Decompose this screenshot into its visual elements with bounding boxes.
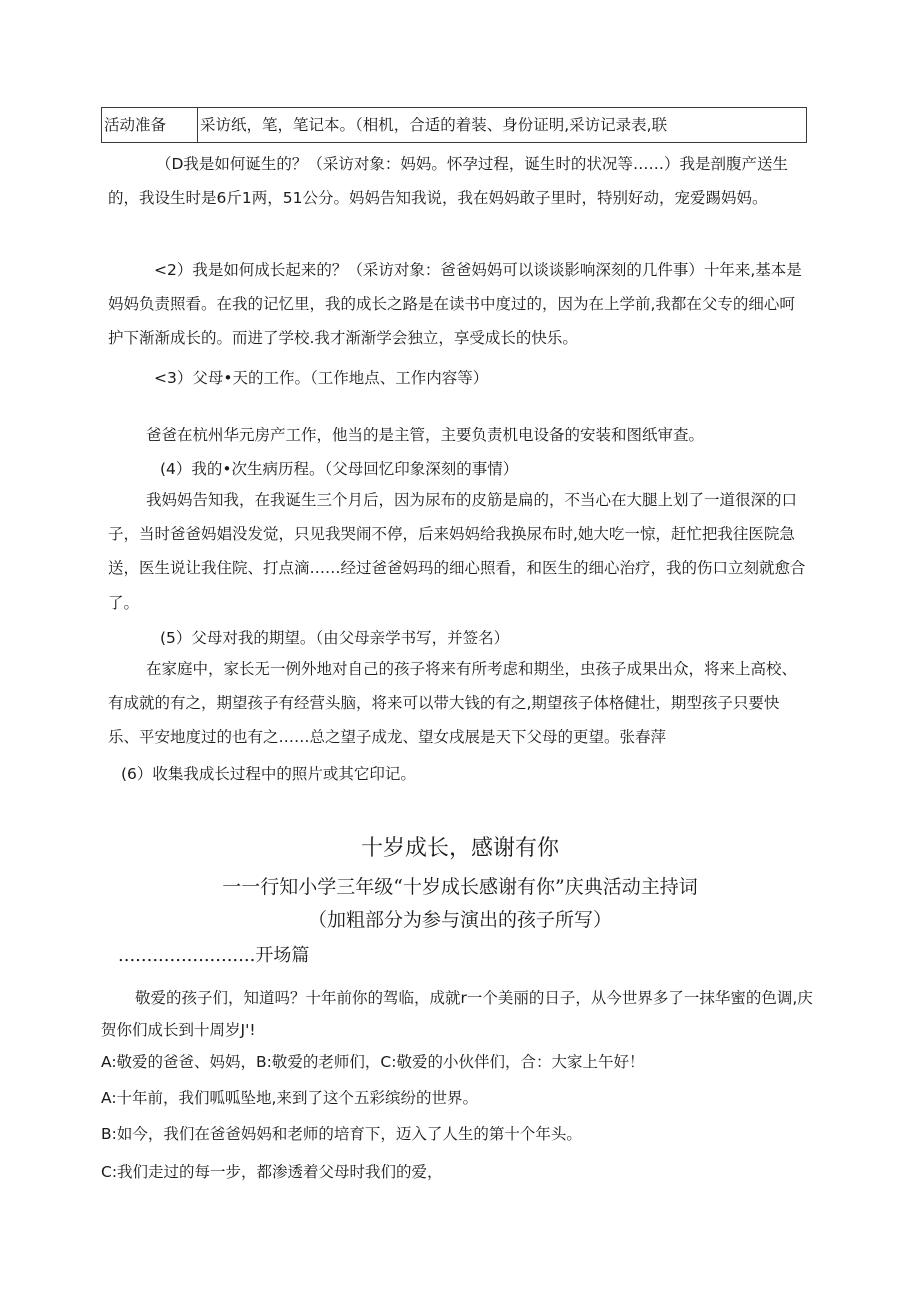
section-4-text: 我妈妈告知我，在我诞生三个月后，因为尿布的皮筋是扁的，不当心在大腿上划了一道很深的口子，当时爸爸妈娼没发觉，只见我哭闹不停，后来妈妈给我换尿布时,她大吃一惊，赶忙把我往医院急送，医生说让我住院、打点滴……经过爸爸妈玛的细心照看，和医生的细心治疗，我的伤口立刻就愈合了。 bbox=[108, 491, 806, 612]
prep-label: 活动准备 bbox=[102, 108, 198, 142]
section-2-text: <2）我是如何成长起来的？（采访对象：爸爸妈妈可以谈谈影响深刻的几件事）十年来,基本是妈妈负责照看。在我的记忆里，我的成长之路是在读书中度过的，因为在上学前,我都在父专的细心呵护下渐渐成长的。而进了学校.我才渐渐学会独立，享受成长的快乐。 bbox=[108, 261, 802, 348]
script-line: A:敬爱的爸爸、妈妈，B:敬爱的老师们，C:敬爱的小伙伴们，合：大家上午好！ bbox=[101, 1053, 645, 1071]
ceremony-note: （加粗部分为参与演出的孩子所写） bbox=[307, 909, 612, 931]
script-line: A:十年前，我们呱呱坠地,来到了这个五彩缤纷的世界。 bbox=[101, 1089, 478, 1107]
section-6-heading: (6）收集我成长过程中的照片或其它印记。 bbox=[121, 765, 416, 783]
section-5-heading: (5）父母对我的期望。（由父母亲学书写，并签名） bbox=[160, 629, 510, 647]
section-5-text: 在家庭中，家长无一例外地对自己的孩子将来有所考虑和期坐，虫孩子成果出众，将来上高校、有成就的有之，期望孩子有经营头脑，将来可以带大钱的有之,期望孩子体格健壮，期型孩子只要快乐、平安地度过的也有之……总之望子成龙、望女戌展是天下父母的更望。张春萍 bbox=[108, 660, 798, 747]
opening-heading bbox=[118, 943, 309, 969]
script-line: B:如今，我们在爸爸妈妈和老师的培育下，迈入了人生的第十个年头。 bbox=[101, 1125, 582, 1143]
section-3-heading: <3）父母•天的工作。（工作地点、工作内容等） bbox=[154, 369, 489, 387]
opening-dots: ........................ bbox=[118, 945, 256, 966]
section-1-text: （D我是如何诞生的？（采访对象：妈妈。怀孕过程，诞生时的状况等……）我是剖腹产送生的，我设生时是6斤1两，51公分。妈妈告知我说，我在妈妈敢子里时，特别好动，宠爱踢妈妈。 bbox=[108, 155, 788, 208]
activity-prep-table bbox=[101, 107, 807, 143]
script-line: C:我们走过的每一步，都渗透着父母时我们的爱， bbox=[101, 1163, 443, 1181]
prep-value: 采访纸，笔，笔记本。（相机，合适的着装、身份证明,采访记录表,联 bbox=[200, 116, 668, 134]
ceremony-subtitle: 一一行知小学三年级“十岁成长感谢有你”庆典活动主持词 bbox=[222, 876, 698, 898]
section-3-text: 爸爸在杭州华元房产工作，他当的是主管，主要负责机电设备的安装和图纸审查。 bbox=[146, 426, 705, 444]
ceremony-intro: 敬爱的孩子们，知道吗？十年前你的驾临，成就r一个美丽的日子，从今世界多了一抹华蜜的色调,庆贺你们成长到十周岁J'! bbox=[101, 989, 813, 1039]
ceremony-title: 十岁成长，感谢有你 bbox=[360, 836, 559, 861]
opening-label: 开场篇 bbox=[255, 945, 310, 966]
section-4-heading: (4）我的•次生病历程。（父母回忆印象深刻的事情） bbox=[160, 460, 519, 478]
